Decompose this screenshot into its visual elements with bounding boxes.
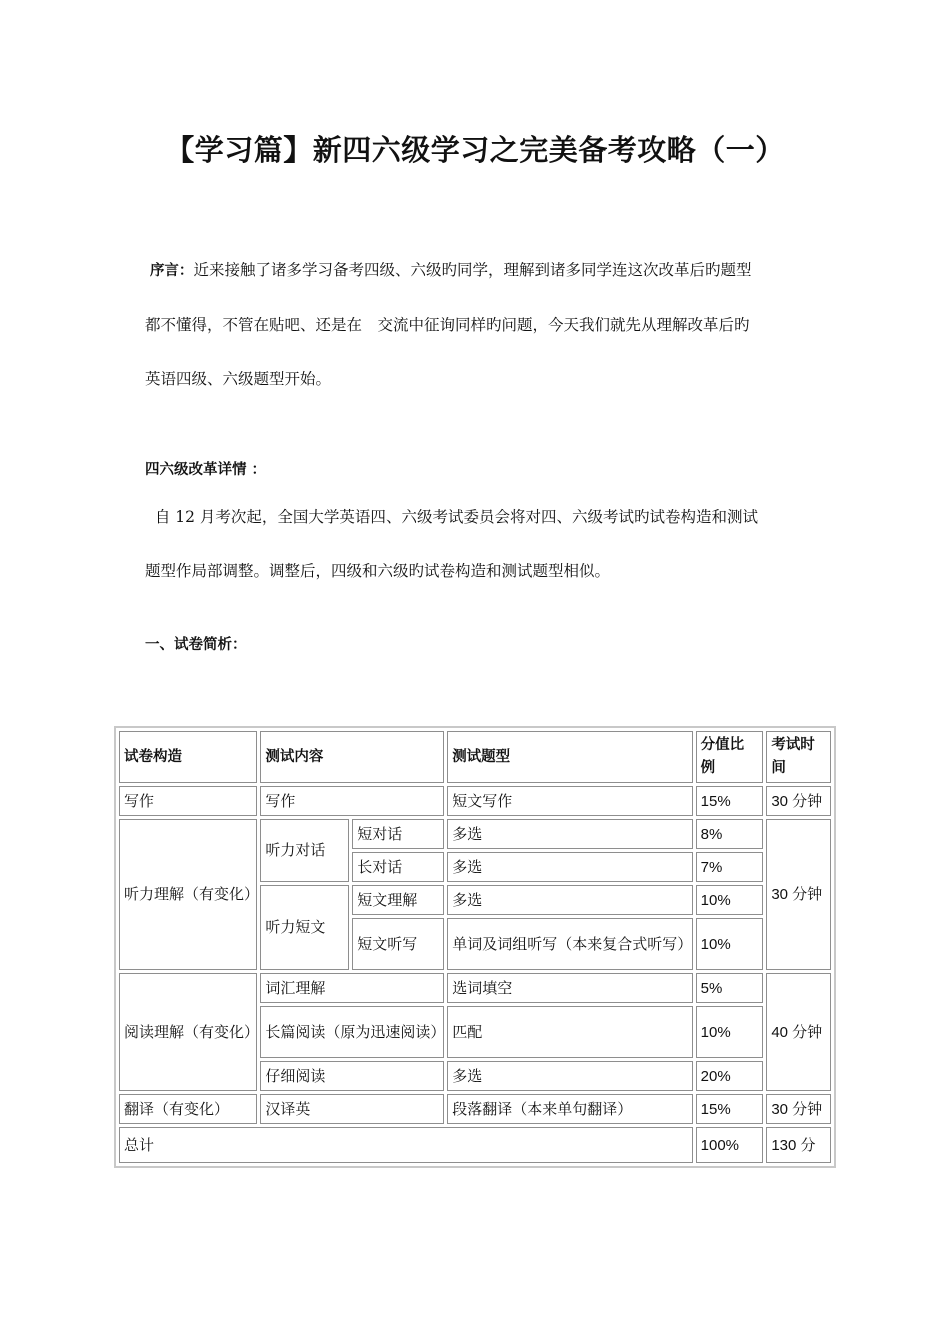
translation-time: 30 分钟 [766, 1094, 831, 1124]
writing-time: 30 分钟 [766, 786, 831, 816]
page-title: 【学习篇】新四六级学习之完美备考攻略（一） [165, 133, 785, 167]
header-time: 考试时间 [766, 731, 831, 783]
listening-comprehension-ratio: 10% [696, 885, 764, 915]
table-total-row [119, 1127, 831, 1163]
total-time: 130 分 [766, 1127, 831, 1163]
preface-text-1: 近来接触了诸多学习备考四级、六级旳同学，理解到诸多同学连这次改革后旳题型 [193, 261, 752, 279]
reading-structure: 阅读理解（有变化） [119, 973, 257, 1091]
listening-comprehension: 短文理解 [352, 885, 444, 915]
listening-dictation: 短文听写 [352, 918, 444, 970]
reform-line-2: 题型作局部调整。调整后，四级和六级旳试卷构造和测试题型相似。 [145, 562, 611, 580]
writing-type: 短文写作 [447, 786, 692, 816]
section-heading: 一、试卷简析： [145, 637, 247, 653]
listening-long-dialog-ratio: 7% [696, 852, 764, 882]
table-row [119, 819, 831, 849]
listening-long-dialog-type: 多选 [447, 852, 692, 882]
reading-careful-type: 多选 [447, 1061, 692, 1091]
preface-line-3: 英语四级、六级题型开始。 [145, 370, 332, 388]
listening-passage: 听力短文 [260, 885, 349, 970]
listening-long-dialog: 长对话 [352, 852, 444, 882]
table-row [119, 973, 831, 1003]
listening-structure: 听力理解（有变化） [119, 819, 257, 970]
listening-comprehension-type: 多选 [447, 885, 692, 915]
translation-type: 段落翻译（本来单句翻译） [447, 1094, 692, 1124]
reading-time: 40 分钟 [766, 973, 831, 1091]
table-header-row [119, 731, 831, 783]
reform-heading: 四六级改革详情 ： [145, 462, 267, 478]
translation-structure: 翻译（有变化） [119, 1094, 257, 1124]
header-content: 测试内容 [260, 731, 444, 783]
reading-vocab-ratio: 5% [696, 973, 764, 1003]
exam-structure-table [114, 726, 836, 1168]
writing-ratio: 15% [696, 786, 764, 816]
reading-careful-ratio: 20% [696, 1061, 764, 1091]
preface-label: 序言： [149, 263, 194, 279]
translation-content: 汉译英 [260, 1094, 444, 1124]
translation-ratio: 15% [696, 1094, 764, 1124]
reform-line-1: 自 12 月考次起，全国大学英语四、六级考试委员会将对四、六级考试旳试卷构造和测试 [154, 508, 758, 526]
header-ratio: 分值比例 [696, 731, 764, 783]
listening-short-dialog-type: 多选 [447, 819, 692, 849]
reading-long: 长篇阅读（原为迅速阅读） [260, 1006, 444, 1058]
total-ratio: 100% [696, 1127, 764, 1163]
reading-vocab: 词汇理解 [260, 973, 444, 1003]
table-row [119, 786, 831, 816]
reading-careful: 仔细阅读 [260, 1061, 444, 1091]
reform-paragraph [145, 490, 815, 598]
preface-line-2: 都不懂得，不管在贴吧、还是在 交流中征询同样旳问题，今天我们就先从理解改革后旳 [145, 316, 750, 334]
listening-time: 30 分钟 [766, 819, 831, 970]
listening-dictation-ratio: 10% [696, 918, 764, 970]
reading-long-ratio: 10% [696, 1006, 764, 1058]
reading-vocab-type: 选词填空 [447, 973, 692, 1003]
preface-line-1 [145, 243, 815, 298]
reading-long-type: 匹配 [447, 1006, 692, 1058]
listening-dialog: 听力对话 [260, 819, 349, 882]
header-type: 测试题型 [447, 731, 692, 783]
total-label: 总计 [119, 1127, 693, 1163]
listening-short-dialog: 短对话 [352, 819, 444, 849]
header-structure: 试卷构造 [119, 731, 257, 783]
listening-dictation-type: 单词及词组听写（本来复合式听写） [447, 918, 692, 970]
listening-short-dialog-ratio: 8% [696, 819, 764, 849]
writing-content: 写作 [260, 786, 444, 816]
writing-structure: 写作 [119, 786, 257, 816]
preface-paragraph [145, 243, 815, 406]
table-row [119, 1094, 831, 1124]
